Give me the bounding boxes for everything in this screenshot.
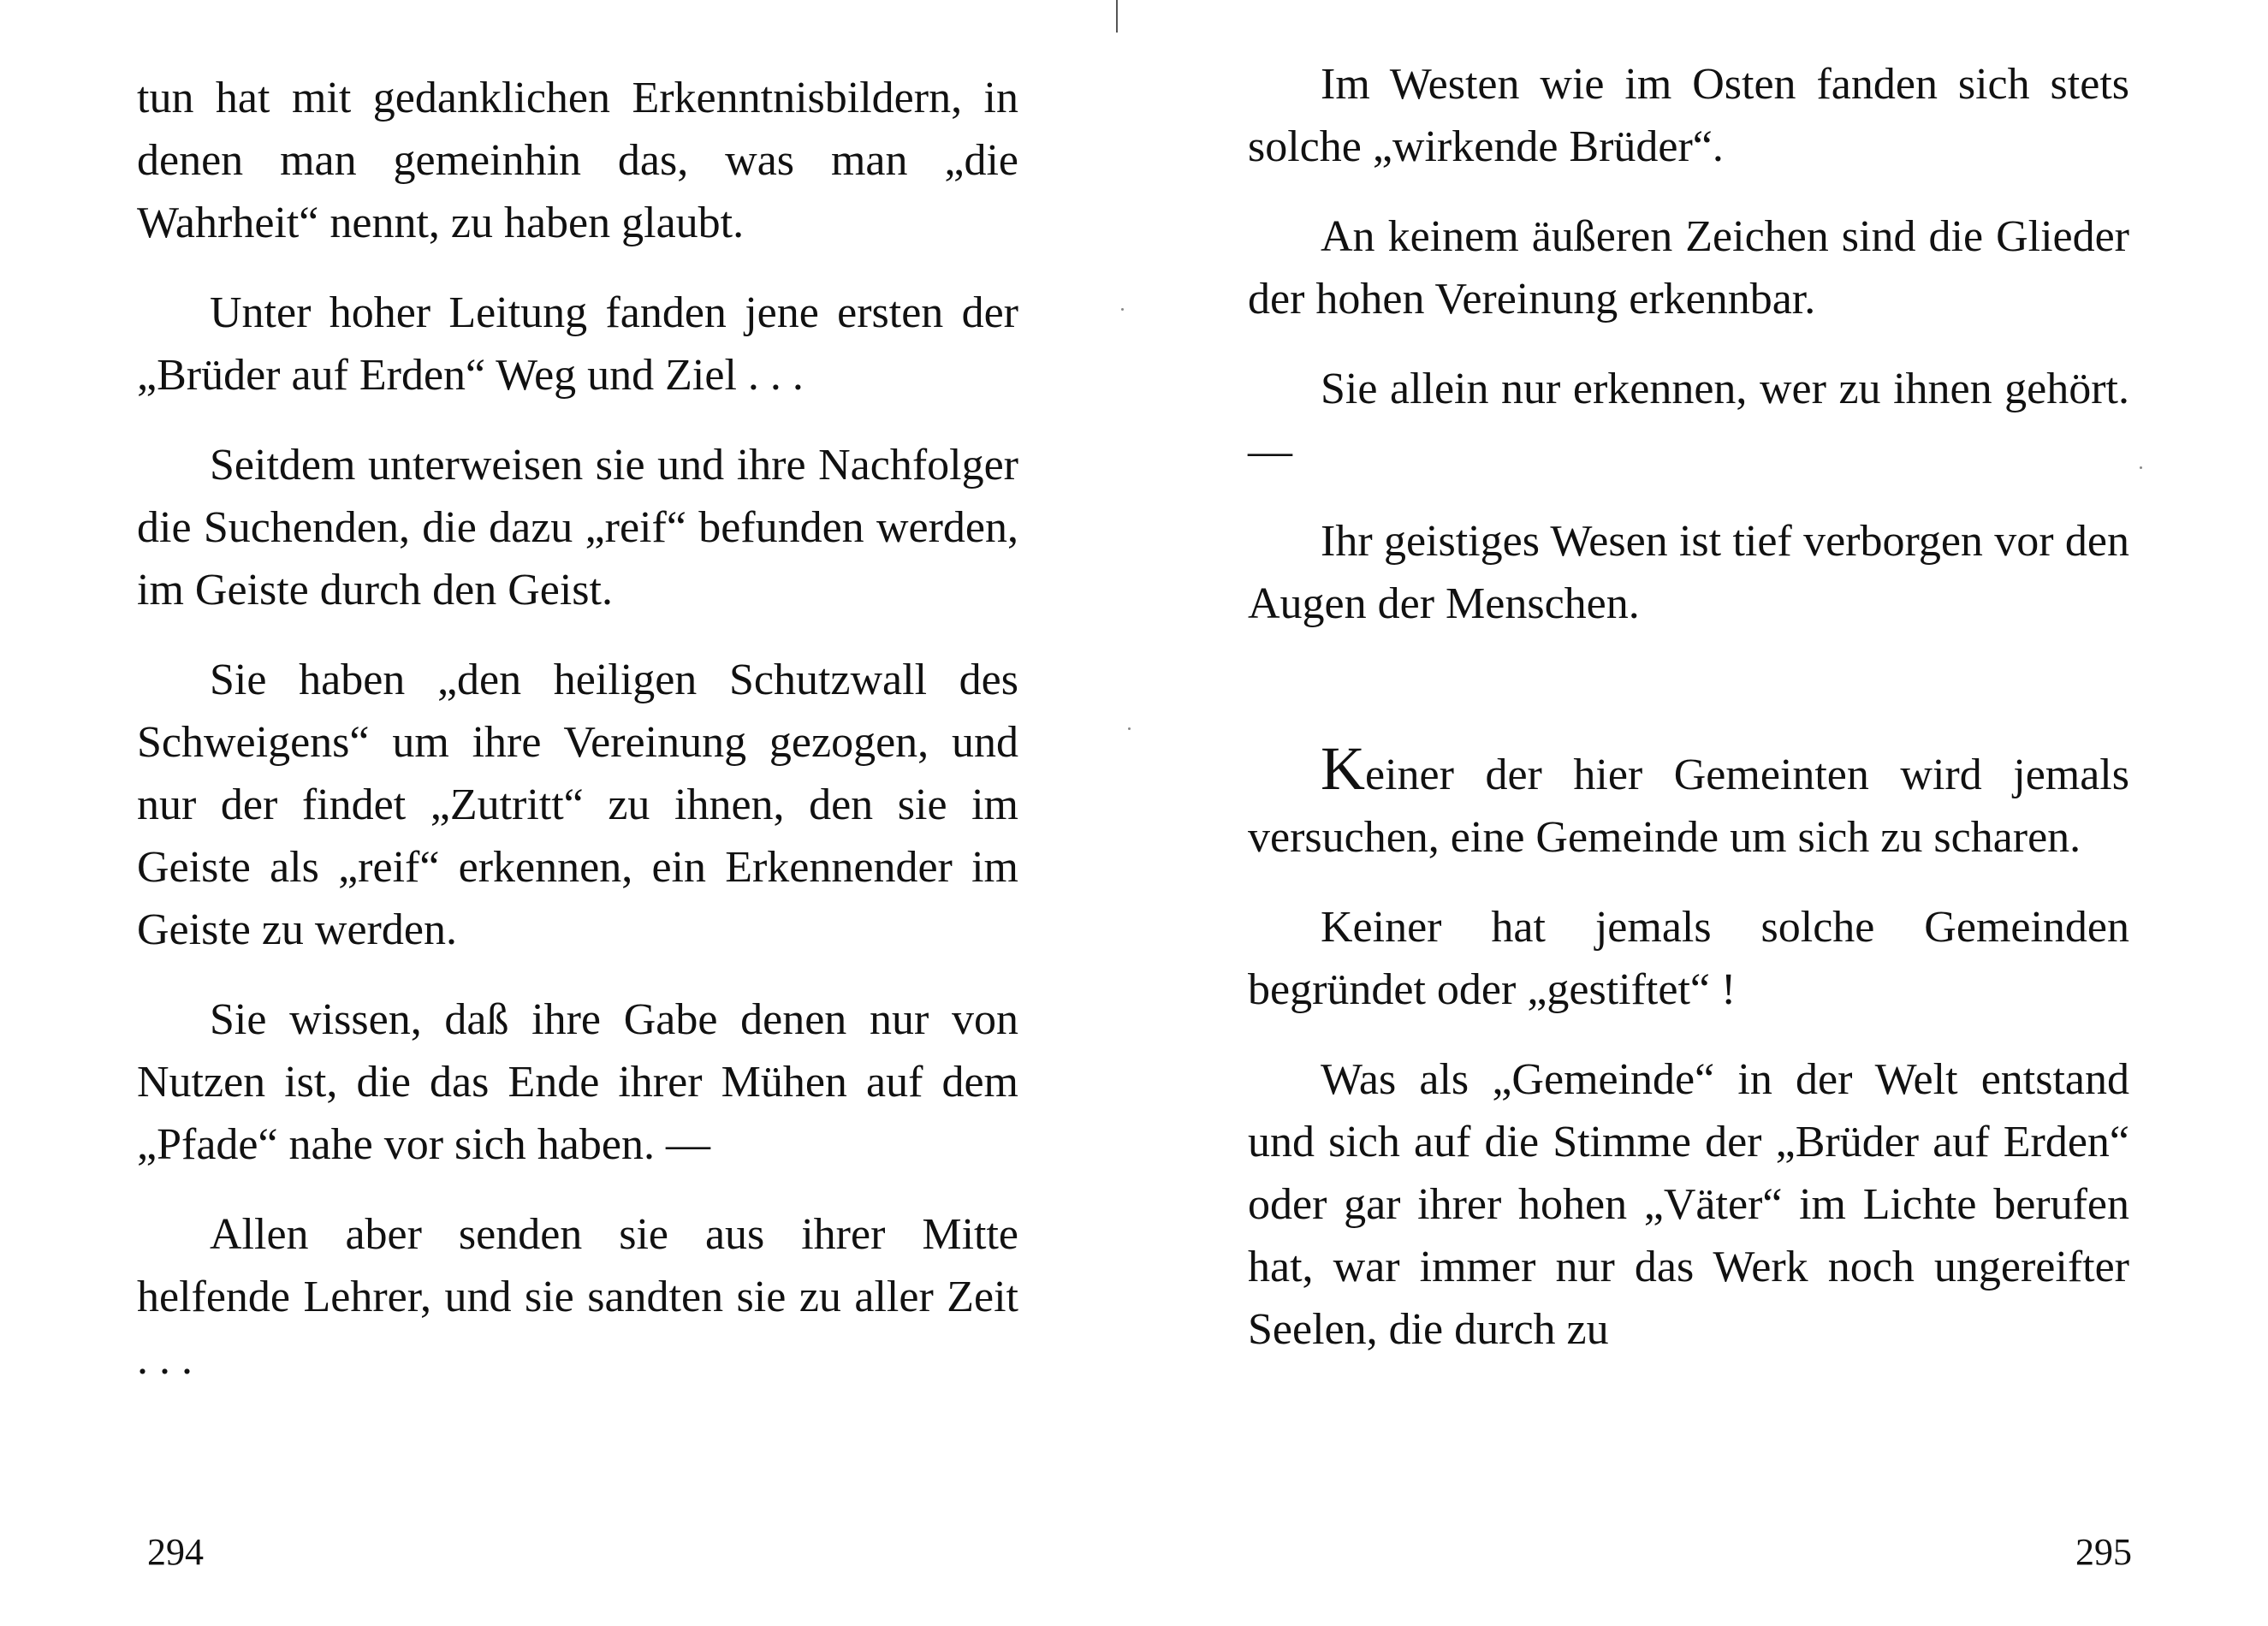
paragraph: Keiner hat jemals solche Gemeinden begründet oder „gestiftet“ ! bbox=[1248, 903, 2129, 1014]
right-page bbox=[1134, 0, 2268, 1626]
paragraph: An keinem äußeren Zeichen sind die Glieder der hohen Vereinung erkennbar. bbox=[1248, 212, 2129, 323]
paper-speck bbox=[1128, 727, 1131, 730]
page-number: 295 bbox=[2075, 1531, 2132, 1573]
section-break bbox=[1248, 662, 2129, 744]
paragraph: Sie allein nur erkennen, wer zu ihnen gehört. — bbox=[1248, 365, 2129, 476]
left-page-text bbox=[137, 67, 1018, 1418]
paragraph: Sie wissen, daß ihre Gabe denen nur von Nutzen ist, die das Ende ihrer Mühen auf dem „Pfade“ nahe vor sich haben. — bbox=[137, 995, 1018, 1169]
paper-speck bbox=[1121, 308, 1124, 311]
paragraph: tun hat mit gedanklichen Erkenntnisbildern, in denen man gemeinhin das, was man „die Wahrheit“ nennt, zu haben glaubt. bbox=[137, 74, 1018, 247]
gutter-line bbox=[1116, 0, 1118, 33]
paragraph: Seitdem unterweisen sie und ihre Nachfolger die Suchenden, die dazu „reif“ befunden werden, im Geiste durch den Geist. bbox=[137, 441, 1018, 614]
paragraph: Unter hoher Leitung fanden jene ersten der „Brüder auf Erden“ Weg und Ziel . . . bbox=[137, 288, 1018, 400]
section-opening-paragraph bbox=[1248, 734, 2129, 869]
paragraph: Im Westen wie im Osten fanden sich stets solche „wirkende Brüder“. bbox=[1248, 60, 2129, 171]
drop-cap: K bbox=[1321, 734, 1365, 803]
paragraph: Ihr geistiges Wesen ist tief verborgen vor den Augen der Menschen. bbox=[1248, 517, 2129, 628]
paragraph: Allen aber senden sie aus ihrer Mitte helfende Lehrer, und sie sandten sie zu aller Zeit . . . bbox=[137, 1210, 1018, 1384]
page-number: 294 bbox=[147, 1531, 204, 1573]
paragraph-text: einer der hier Gemeinten wird jemals versuchen, eine Gemeinde um sich zu scharen. bbox=[1248, 751, 2129, 862]
paragraph: Was als „Gemeinde“ in der Welt entstand und sich auf die Stimme der „Brüder auf Erden“ oder gar ihrer hohen „Väter“ im Lichte berufen hat, war immer nur das Werk noch ungereifter Seelen, die durch zu bbox=[1248, 1055, 2129, 1354]
right-page-text bbox=[1248, 53, 2129, 1388]
paragraph: Sie haben „den heiligen Schutzwall des Schweigens“ um ihre Vereinung gezogen, und nur der findet „Zutritt“ zu ihnen, den sie im Geiste als „reif“ erkennen, ein Erkennender im Geiste zu werden. bbox=[137, 656, 1018, 954]
